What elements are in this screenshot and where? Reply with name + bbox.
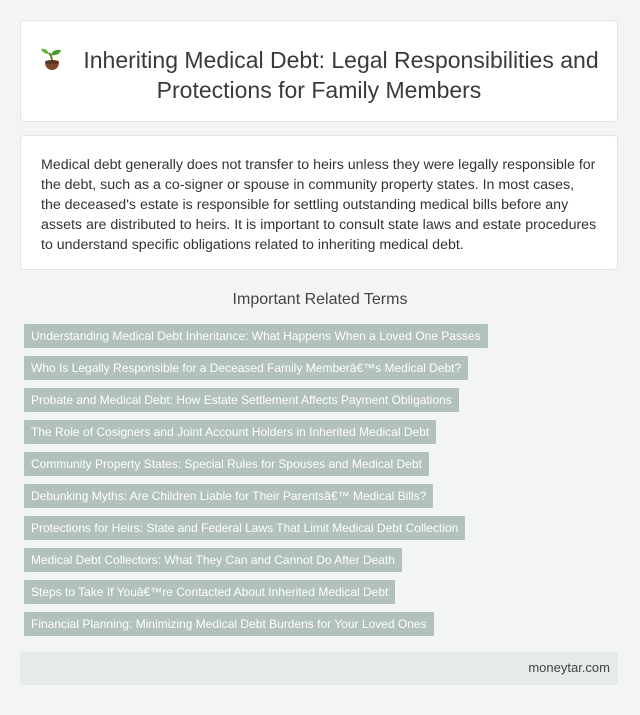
related-terms-heading: Important Related Terms [232, 291, 408, 308]
footer [20, 652, 618, 685]
term-tag[interactable]: Understanding Medical Debt Inheritance: What Happens When a Loved One Passes [24, 324, 488, 348]
term-tag[interactable]: The Role of Cosigners and Joint Account Holders in Inherited Medical Debt [24, 420, 436, 444]
term-tag[interactable]: Steps to Take If Youâ€™re Contacted About Inherited Medical Debt [24, 580, 395, 604]
page-title: Inheriting Medical Debt: Legal Responsibilities and Protections for Family Members [83, 47, 599, 103]
term-tag[interactable]: Medical Debt Collectors: What They Can and Cannot Do After Death [24, 548, 402, 572]
sprout-icon [39, 46, 65, 72]
footer-site-link[interactable]: moneytar.com [528, 660, 610, 675]
term-tag[interactable]: Community Property States: Special Rules for Spouses and Medical Debt [24, 452, 429, 476]
summary-text: Medical debt generally does not transfer to heirs unless they were legally responsible for the debt, such as a co-signer or spouse in community property states. In most cases, the deceased's estate is responsible for settling outstanding medical bills before any assets are distributed to heirs. It is important to consult state laws and estate procedures to understand specific obligations related to inheriting medical debt. [41, 157, 597, 253]
title-card [20, 20, 618, 122]
summary-card [20, 135, 618, 270]
term-tag[interactable]: Protections for Heirs: State and Federal Laws That Limit Medical Debt Collection [24, 516, 465, 540]
term-tag[interactable]: Who Is Legally Responsible for a Deceased Family Memberâ€™s Medical Debt? [24, 356, 468, 380]
term-tag[interactable]: Financial Planning: Minimizing Medical Debt Burdens for Your Loved Ones [24, 612, 434, 636]
term-tag[interactable]: Debunking Myths: Are Children Liable for Their Parentsâ€™ Medical Bills? [24, 484, 433, 508]
title-row [21, 45, 617, 105]
related-terms-list [24, 324, 624, 644]
term-tag[interactable]: Probate and Medical Debt: How Estate Settlement Affects Payment Obligations [24, 388, 459, 412]
